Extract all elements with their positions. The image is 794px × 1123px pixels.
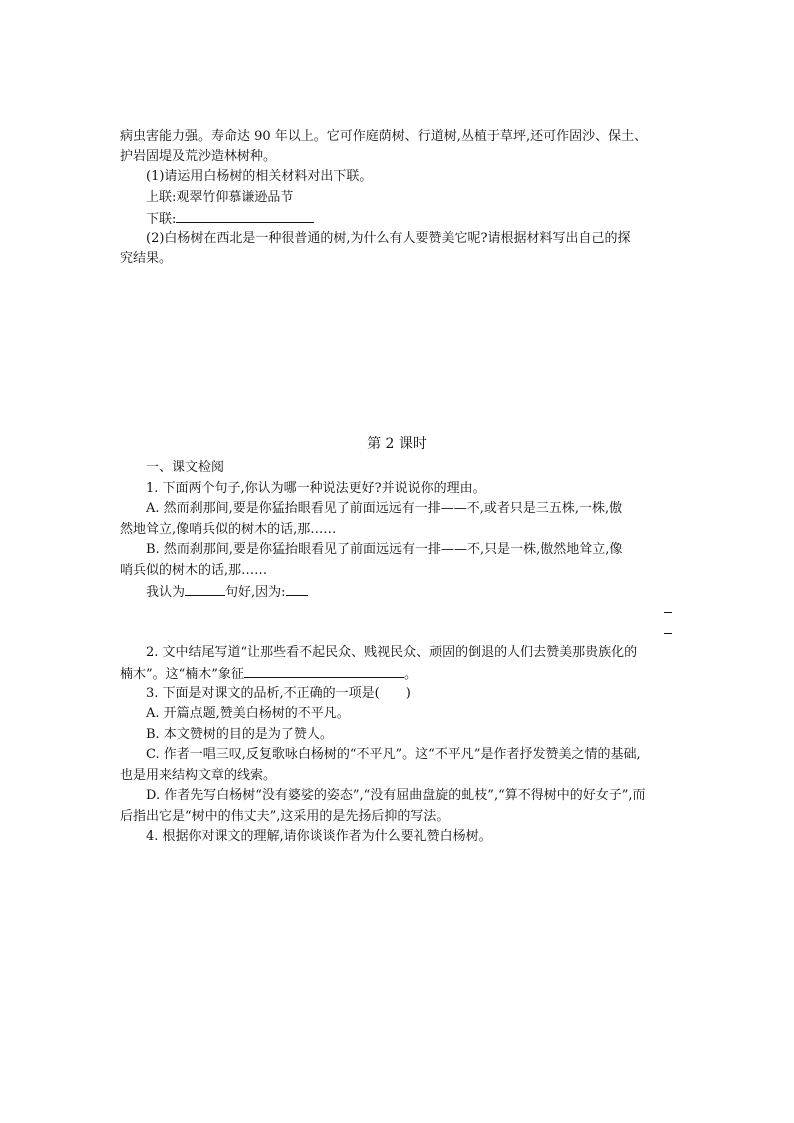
option-b-cont: 哨兵似的树木的话,那…… [120, 563, 268, 578]
question-1: (1)请运用白杨树的相关材料对出下联。 [146, 169, 373, 184]
question-1: 1. 下面两个句子,你认为哪一种说法更好?并说说你的理由。 [146, 481, 486, 496]
section-heading: 一、课文检阅 [146, 460, 225, 475]
question-2: 2. 文中结尾写道“让那些看不起民众、贱视民众、顽固的倒退的人们去赞美那贵族化的 [146, 645, 638, 660]
option-a-cont: 然地耸立,像哨兵似的树木的话,那…… [120, 522, 337, 537]
upper-couplet: 上联:观翠竹仰慕谦逊品节 [146, 190, 294, 205]
symbol-answer-blank[interactable] [244, 663, 404, 678]
lower-couplet-label: 下联: [146, 212, 177, 227]
option-a: A. 然而刹那间,要是你猛抬眼看见了前面远远有一排——不,或者只是三五株,一株,傲 [146, 501, 623, 516]
option-c: C. 作者一唱三叹,反复歌咏白杨树的“不平凡”。这“不平凡”是作者抒发赞美之情的基础, [146, 747, 641, 762]
option-b: B. 然而刹那间,要是你猛抬眼看见了前面远远有一排——不,只是一株,傲然地耸立,像 [146, 542, 623, 557]
answer-blank-mark [664, 633, 672, 634]
option-d-cont: 后指出它是“树中的伟丈夫”,这采用的是先扬后抑的写法。 [120, 809, 450, 824]
answer-blank-mark [664, 612, 672, 613]
answer-line [146, 581, 308, 603]
question-2: (2)白杨树在西北是一种很普通的树,为什么有人要赞美它呢?请根据材料写出自己的探 [146, 231, 631, 246]
answer-blank-reason[interactable] [286, 581, 308, 596]
question-2-text: 楠木”。这“楠木”象征 [120, 667, 244, 682]
option-c-cont: 也是用来结构文章的线索。 [120, 768, 277, 783]
paragraph-line: 病虫害能力强。寿命达 90 年以上。它可作庭荫树、行道树,丛植于草坪,还可作固沙、保土、 [120, 129, 648, 144]
question-2-end: 。 [403, 667, 417, 682]
lower-couplet [146, 208, 314, 230]
lower-couplet-blank[interactable] [176, 208, 314, 223]
answer-blank-choice[interactable] [185, 581, 225, 596]
question-4: 4. 根据你对课文的理解,请你谈谈作者为什么要礼赞白杨树。 [146, 829, 492, 844]
question-3: 3. 下面是对课文的品析,不正确的一项是( ) [146, 686, 411, 701]
option-a: A. 开篇点题,赞美白杨树的不平凡。 [146, 706, 350, 721]
answer-prefix: 我认为 [146, 585, 186, 600]
option-d: D. 作者先写白杨树“没有婆娑的姿态”,“没有屈曲盘旋的虬枝”,“算不得树中的好女子”,而 [146, 788, 646, 803]
question-2-cont: 究结果。 [120, 251, 173, 266]
option-b: B. 本文赞树的目的是为了赞人。 [146, 727, 333, 742]
question-2-cont [120, 663, 417, 685]
paragraph-line: 护岩固堤及荒沙造林树种。 [120, 149, 277, 164]
answer-suffix: 句好,因为: [225, 585, 286, 600]
lesson-title: 第 2 课时 [367, 436, 427, 452]
